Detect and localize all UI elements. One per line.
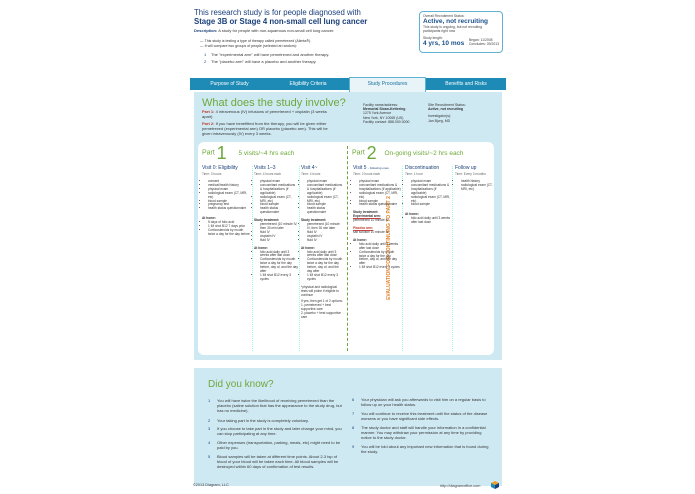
list-item: • health status questionnaire	[260, 207, 298, 215]
list-item: • folic acid daily until 3 weeks after last dose	[359, 243, 401, 251]
part-number: 1	[216, 143, 227, 163]
list-item: • radiological exam (CT, MRI, etc)	[208, 192, 250, 200]
fact-number: 2	[208, 418, 211, 423]
length-label: Study length:	[423, 35, 443, 40]
facility-contact: Facility contact: 888.000.0000	[363, 119, 410, 124]
list-item: • health status questionnaire	[208, 207, 250, 211]
column-divider	[402, 166, 403, 351]
option-1: 1. pemetrexed + best supportive care	[301, 303, 332, 312]
list-item: • blood sample	[359, 200, 401, 204]
facility-name: Memorial Sloan-Kettering	[363, 107, 406, 112]
fact-text: You will continue to receive this treatment until the status of the disease worsens or you have significant side effects.	[361, 411, 488, 421]
began-date: Began: 11/2008	[468, 37, 493, 42]
arm-item-2	[204, 59, 384, 64]
list-item: • medical/health history	[208, 184, 250, 188]
visit-schedule-panel	[198, 142, 494, 355]
tab-eligibility[interactable]: Eligibility Criteria	[289, 81, 327, 87]
part-word: Part	[202, 149, 215, 157]
list-item: • radiological exam (CT, MRI, etc)	[359, 192, 401, 200]
fact-number: 1	[208, 398, 211, 403]
copyright: ©2013 Diagram, LLC	[193, 483, 229, 487]
list-item: • consent	[208, 180, 250, 184]
fact-item	[208, 454, 347, 469]
list-item: • Corticosteroids by mouth twice a day for the day before, day of, and the day after	[260, 258, 298, 274]
facility-address: New York, NY 10065 (US)	[363, 115, 404, 120]
tab-study-procedures[interactable]: Study Procedures	[349, 77, 426, 92]
fact-item	[208, 440, 347, 451]
home-label: At home:	[405, 212, 419, 217]
list-item: • blood sample	[307, 203, 343, 207]
fact-item	[352, 425, 491, 440]
fact-item	[208, 418, 347, 424]
eligibility-note: *physical and radiological tests will probe if eligible to continue	[301, 284, 339, 297]
list-item: • radiological exam (CT, MRI, etc)	[307, 196, 343, 204]
investigator-label: Investigator(s):	[428, 114, 452, 119]
evaluation-label: EVALUATION FOR CONTINUING TO PART 2	[385, 196, 392, 300]
list-item: • pregnancy test	[208, 203, 250, 207]
study-summary	[200, 39, 380, 49]
visit5-title	[353, 166, 389, 171]
description	[194, 28, 404, 33]
list-item: • concomitant medications & hospitalizations (if applicable)	[260, 184, 298, 196]
visit0-body	[202, 180, 250, 237]
fact-text: Your taking part in the study is completely voluntary.	[217, 418, 309, 423]
list-item: • 1 IM shot B12 every 3 cycles	[307, 274, 343, 282]
part1-header	[202, 143, 294, 163]
visit4-title: Visit 4~	[301, 165, 318, 171]
arm-number: 2	[204, 59, 207, 64]
list-item: • blood sample	[411, 203, 451, 207]
arm-number: 1	[204, 52, 207, 57]
fact-number: 3	[208, 426, 211, 431]
list-item: • pemetrexed (10 minute IV, then 30 min later	[307, 223, 343, 231]
follow-up-body	[455, 180, 493, 192]
list-item: • fluid IV	[307, 239, 343, 243]
list-item: • fluid IV	[260, 231, 298, 235]
list-item: • 1 IM shot B12 every 3 cycles	[260, 274, 298, 282]
discontinuation-time: Time: 1 hour	[405, 172, 423, 176]
site-status-label: Site Recruitment Status:	[428, 103, 466, 107]
list-item: • 1 IM shot B12 7 days prior	[208, 225, 250, 229]
visits1-3-body	[254, 180, 298, 282]
visits1-3-time: Time: 4 hours each	[254, 172, 282, 176]
fact-text: If you choose to take part in the study and later change your mind, you can stop participating at any time.	[217, 426, 342, 436]
options-intro: If yes, then get 1 of 2 options:	[301, 299, 343, 304]
recruitment-status-box	[419, 11, 503, 53]
visit5-time: Time: 2 hours each	[353, 172, 381, 176]
visit5-name: Visit 5	[353, 165, 367, 171]
site-status: Active, not recruiting	[428, 107, 464, 112]
arm-text: The "experimental arm" will have pemetrexed and another therapy.	[211, 52, 330, 57]
list-item: • concomitant medications & hospitalizations (if applicable)	[359, 184, 401, 192]
summary-line-a: — This study is testing a type of therapy called pemetrexed (Alimta®).	[200, 39, 312, 43]
list-item: • physical exam	[359, 180, 401, 184]
fact-number: 8	[352, 425, 355, 430]
list-item: • folic acid daily until 3 weeks after last dose	[260, 251, 298, 259]
fact-number: 9	[352, 444, 355, 449]
investigator-name: Jan Bjorg, MD	[428, 118, 451, 123]
treatment-label: Study treatment:	[301, 218, 327, 223]
fact-text: You will have twice the likelihood of receiving pemetrexed than the placebo (saline solution that has the appearance to the study drug, but has no medicine).	[217, 398, 342, 413]
fact-item	[352, 444, 491, 455]
fact-item	[208, 398, 347, 413]
visit5-note: - following ones	[367, 166, 389, 170]
list-item: • 5 days of folic acid	[208, 221, 250, 225]
list-item: • pemetrexed (10 minute IV, then 30 min later	[260, 223, 298, 231]
fact-number: 6	[352, 397, 355, 402]
placebo-arm-label: Placebo arm:	[353, 226, 374, 231]
concludes-date: Concludes: 09/2013	[468, 41, 499, 46]
facility-address: 1275 York Avenue	[363, 111, 392, 116]
status-note: participants right now	[423, 29, 456, 34]
visit0-time: Time: 3 hours	[202, 172, 222, 176]
fact-text: You will be told about any important new information that is found during the study.	[361, 444, 489, 454]
part2-text: If you have benefitted from the therapy, you will be given either pemetrexed (experimental arm) OR placebo (placebo arm). This will be given intravenously (IV) every 3 weeks.	[202, 121, 328, 136]
list-item: • Corticosteroids by mouth twice a day for the day before, day of, and the day after	[307, 258, 343, 274]
part2-label: Part 2:	[202, 121, 215, 126]
follow-up-time: Time: Every 3 months	[455, 172, 486, 176]
list-item: • physical exam	[208, 188, 250, 192]
fact-text: Blood samples will be taken at different time points. About 2-3 tsp of blood of your blood will be taken each time. All blood samples will be destroyed within 60 days of confirmation of test results.	[217, 454, 339, 469]
list-item: • physical exam	[411, 180, 451, 184]
arm-text: The "placebo arm" will have a placebo and another therapy.	[211, 59, 317, 64]
diagram-logo-icon	[491, 481, 499, 489]
list-item: • physical exam	[260, 180, 298, 184]
visit4-body	[301, 180, 343, 320]
title-line-2: Stage 3B or Stage 4 non-small cell lung cancer	[194, 16, 368, 26]
list-item: • 1 IM shot B12 every 3 cycles	[359, 266, 401, 270]
list-item: • cisplatin IV	[260, 235, 298, 239]
description-label: Description:	[194, 28, 218, 33]
list-item: • health status questionnaire	[307, 207, 343, 215]
home-label: At home:	[301, 245, 315, 250]
page-title	[194, 9, 394, 26]
list-item: • blood sample	[260, 203, 298, 207]
list-item: • health history	[461, 180, 493, 184]
fact-text: Your physician will ask you afterwards to visit him on a regular basis to follow up on your health status.	[361, 397, 486, 407]
follow-up-title: Follow up	[455, 165, 477, 171]
status-note: This study is ongoing, but not recruiting	[423, 25, 482, 30]
home-label: At home:	[254, 245, 268, 250]
list-item: • Corticosteroids by mouth twice a day for the day before, day of, and the day after	[359, 251, 401, 267]
list-item: • Corticosteroids by mouth twice a day for the day before	[208, 229, 250, 237]
title-line-1: This research study is for people diagnosed with	[194, 8, 361, 17]
experimental-arm-label: Experimental arm:	[353, 214, 381, 219]
summary-line-b: — It will compare two groups of people (selected at random):	[200, 44, 297, 48]
fact-item	[352, 411, 491, 422]
option-2: 2. placebo + best supportive care	[301, 311, 341, 320]
discontinuation-title: Discontinuation	[405, 165, 440, 171]
site-info	[428, 103, 466, 123]
list-item: • folic acid daily until 3 weeks after last dose	[411, 217, 451, 225]
fact-number: 4	[208, 440, 211, 445]
fact-item	[208, 426, 347, 437]
list-item: • blood sample	[208, 200, 250, 204]
part-divider	[347, 146, 348, 351]
list-item: • folic acid daily until 3 weeks after last dose	[307, 251, 343, 259]
placebo-arm-treatment: salt solution 10 minute IV	[353, 229, 389, 234]
visit5-body	[353, 180, 401, 270]
treatment-label: Study treatment:	[254, 218, 280, 223]
list-item: • concomitant medications & hospitalizations (if applicable)	[411, 184, 451, 196]
facility-label: Facility name/address:	[363, 103, 399, 107]
experimental-arm-treatment: pemetrexed 10 minute IV	[353, 218, 389, 223]
did-you-know-title: Did you know?	[208, 379, 274, 390]
list-item: • fluid IV	[260, 239, 298, 243]
list-item: • fluid IV	[307, 231, 343, 235]
fact-number: 5	[208, 454, 211, 459]
fact-item	[352, 397, 491, 408]
list-item: • radiological exam (CT, MRI, etc)	[461, 184, 493, 192]
description-text: A study for people with non-squamous non-small cell lung cancer.	[218, 28, 335, 33]
part-word: Part	[352, 149, 365, 157]
treatment-label: Study treatment:	[353, 210, 379, 215]
list-item: • physical exam	[307, 180, 343, 184]
visit0-title: Visit 0: Eligibility	[202, 165, 238, 171]
home-label: At home:	[353, 237, 367, 242]
status-value: Active, not recruiting	[423, 18, 489, 26]
visits1-3-title: Visits 1–3	[254, 165, 276, 171]
part1-label: Part 1:	[202, 109, 215, 114]
part1-summary: 5 visits/~4 hrs each	[238, 149, 295, 157]
status-label: Overall Recruitment Status:	[423, 14, 465, 18]
fact-number: 7	[352, 411, 355, 416]
fact-text: Other expenses (transportation, parking, meals, etc) might need to be paid by you.	[217, 440, 341, 450]
section-title: What does the study involve?	[202, 97, 346, 109]
part1-text: 4 intravenous (IV) infusions of pemetrexed + cisplatin (3 weeks apart)	[202, 109, 327, 119]
study-length: 4 yrs, 10 mos	[423, 39, 465, 47]
part2-summary: On-going visits/~2 hrs each	[384, 149, 464, 157]
list-item: • cisplatin IV	[307, 235, 343, 239]
tab-purpose[interactable]: Purpose of Study	[210, 81, 249, 87]
home-label: At home:	[202, 216, 216, 221]
arm-item-1	[204, 52, 384, 57]
visit4-time: Time: 4 hours	[301, 172, 321, 176]
list-item: • concomitant medications & hospitalizations (if applicable)	[307, 184, 343, 196]
part2-description	[202, 122, 332, 136]
tab-benefits-risks[interactable]: Benefits and Risks	[445, 81, 487, 87]
part1-description	[202, 110, 332, 120]
fact-text: The study doctor and staff will handle your information in a confidential manner. You may withdraw your permission at any time by providing notice to the study doctor.	[361, 425, 486, 440]
footer-url[interactable]: http://diagramoffice.com	[440, 484, 481, 488]
part-number: 2	[366, 143, 377, 163]
part2-header	[352, 143, 463, 163]
list-item: • radiological exam (CT, MRI, etc)	[260, 196, 298, 204]
discontinuation-body	[405, 180, 451, 225]
facility-info	[363, 103, 410, 124]
list-item: • health status questionnaire	[359, 203, 401, 207]
column-divider	[452, 166, 453, 351]
list-item: • radiological exam (CT, MRI, etc)	[411, 196, 451, 204]
